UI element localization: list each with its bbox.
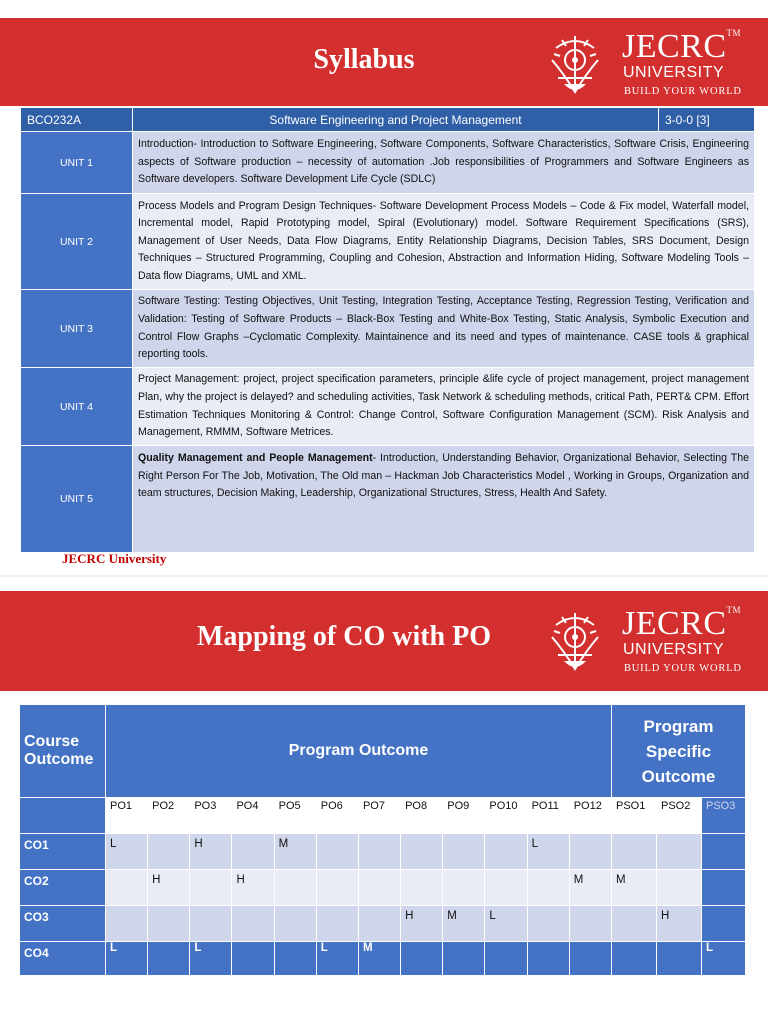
mapping-cell: H xyxy=(657,906,702,942)
course-outcome-header: Course Outcome xyxy=(20,705,106,798)
mapping-cell xyxy=(358,906,400,942)
mapping-cell xyxy=(657,834,702,870)
logo-tagline: BUILD YOUR WORLD xyxy=(624,86,742,97)
mapping-slide xyxy=(0,577,768,1024)
mapping-cell xyxy=(401,834,443,870)
unit-label: UNIT 5 xyxy=(21,446,133,553)
group-header-row xyxy=(20,705,746,798)
mapping-cell xyxy=(702,870,746,906)
mapping-cell: H xyxy=(148,870,190,906)
program-outcome-header: Program Outcome xyxy=(106,705,612,798)
column-header: PO7 xyxy=(358,798,400,834)
mapping-cell xyxy=(316,834,358,870)
university-crest-icon xyxy=(544,607,606,675)
mapping-cell: M xyxy=(569,870,611,906)
course-name: Software Engineering and Project Management xyxy=(133,108,659,132)
logo-subtitle: UNIVERSITY xyxy=(623,64,725,81)
mapping-cell: L xyxy=(316,942,358,976)
logo-name: JECRC xyxy=(622,605,727,642)
mapping-cell xyxy=(190,906,232,942)
mapping-cell: M xyxy=(612,870,657,906)
university-crest-icon xyxy=(544,30,606,98)
mapping-cell xyxy=(232,834,274,870)
mapping-cell: L xyxy=(106,834,148,870)
co-row xyxy=(20,906,746,942)
mapping-cell xyxy=(316,870,358,906)
mapping-cell: L xyxy=(190,942,232,976)
co-row xyxy=(20,942,746,976)
unit-description: Process Models and Program Design Techniques- Software Development Process Models – Code & Fix model, Waterfall model, Incremental model, Rapid Prototyping model, Spiral (Evolutionary) model. Software Requirement Specifications (SRS), Management of User Needs, Data Flow Diagrams, Entity Relationship Diagrams, Decision Tables, SRS Document, Design Techniques – Structured Programming, Coupling and Cohesion, Abstraction and Information Hiding, Software Modeling Tools –Data flow Diagrams, UML and XML. xyxy=(133,194,755,290)
unit-bold-heading: Quality Management and People Management xyxy=(138,452,373,464)
logo-tagline: BUILD YOUR WORLD xyxy=(624,663,742,674)
logo-trademark: TM xyxy=(726,28,742,38)
mapping-cell: L xyxy=(485,906,527,942)
course-header-row xyxy=(21,108,755,132)
mapping-cell: H xyxy=(401,906,443,942)
mapping-cell xyxy=(702,906,746,942)
slide-title: Syllabus xyxy=(313,44,415,75)
syllabus-table xyxy=(20,107,755,553)
jecrc-logo xyxy=(544,28,764,104)
mapping-cell xyxy=(612,834,657,870)
unit-row xyxy=(21,446,755,553)
mapping-cell: H xyxy=(190,834,232,870)
mapping-cell xyxy=(569,834,611,870)
course-outcome-label: CO3 xyxy=(20,906,106,942)
column-header: PO8 xyxy=(401,798,443,834)
mapping-cell xyxy=(657,870,702,906)
mapping-cell xyxy=(190,870,232,906)
logo-trademark: TM xyxy=(726,605,742,615)
co-row xyxy=(20,834,746,870)
course-outcome-label: CO1 xyxy=(20,834,106,870)
logo-name: JECRC xyxy=(622,28,727,65)
mapping-cell xyxy=(316,906,358,942)
mapping-cell xyxy=(485,870,527,906)
mapping-cell xyxy=(232,906,274,942)
mapping-cell xyxy=(148,834,190,870)
mapping-cell xyxy=(401,942,443,976)
unit-label: UNIT 2 xyxy=(21,194,133,290)
unit-row xyxy=(21,290,755,368)
column-header: PO11 xyxy=(527,798,569,834)
mapping-cell xyxy=(106,870,148,906)
column-header: PO2 xyxy=(148,798,190,834)
pso-header-line: Outcome xyxy=(641,766,716,786)
mapping-cell: M xyxy=(274,834,316,870)
column-header: PSO3 xyxy=(702,798,746,834)
mapping-cell xyxy=(527,906,569,942)
course-outcome-label: CO2 xyxy=(20,870,106,906)
column-header: PO4 xyxy=(232,798,274,834)
course-outcome-label: CO4 xyxy=(20,942,106,976)
mapping-cell xyxy=(443,942,485,976)
unit-row xyxy=(21,132,755,194)
column-header: PO1 xyxy=(106,798,148,834)
mapping-cell xyxy=(569,906,611,942)
mapping-cell xyxy=(569,942,611,976)
column-header: PO10 xyxy=(485,798,527,834)
mapping-cell xyxy=(148,942,190,976)
course-code: BCO232A xyxy=(21,108,133,132)
mapping-cell: M xyxy=(443,906,485,942)
mapping-cell xyxy=(612,942,657,976)
corner-cell xyxy=(20,798,106,834)
column-header: PO3 xyxy=(190,798,232,834)
column-header: PO9 xyxy=(443,798,485,834)
mapping-cell xyxy=(232,942,274,976)
mapping-cell xyxy=(401,870,443,906)
course-credits: 3-0-0 [3] xyxy=(659,108,755,132)
mapping-cell xyxy=(485,942,527,976)
unit-description: Introduction- Introduction to Software Engineering, Software Components, Software Characteristics, Software Crisis, Engineering aspects of Software production – necessity of automation .Job responsibilities of Programmers and Software Engineers as Software developers. Software Development Life Cycle (SDLC) xyxy=(133,132,755,194)
mapping-cell xyxy=(527,942,569,976)
column-header: PO6 xyxy=(316,798,358,834)
unit-description: Software Testing: Testing Objectives, Unit Testing, Integration Testing, Acceptance Testing, Regression Testing, Verification and Validation: Testing of Software Products – Black-Box Testing and White-Box Testing, Static Analysis, Symbolic Execution and Control Flow Graphs –Cyclomatic Complexity. Maintainence and its need and types of maintenance. CASE tools & graphical reporting tools. xyxy=(133,290,755,368)
mapping-cell xyxy=(274,942,316,976)
mapping-cell: L xyxy=(527,834,569,870)
slide-title: Mapping of CO with PO xyxy=(196,621,492,652)
program-specific-outcome-header xyxy=(612,705,746,798)
unit-label: UNIT 1 xyxy=(21,132,133,194)
column-header: PSO1 xyxy=(612,798,657,834)
mapping-cell xyxy=(657,942,702,976)
mapping-cell xyxy=(485,834,527,870)
mapping-cell: M xyxy=(358,942,400,976)
mapping-cell xyxy=(443,834,485,870)
mapping-cell xyxy=(702,834,746,870)
footer-university-name: JECRC University xyxy=(62,551,167,566)
unit-description: Project Management: project, project specification parameters, principle &life cycle of project management, project management Plan, why the project is delayed? and scheduling activities, Task Network & scheduling methods, critical Path, PERT& CPM. Effort Estimation Techniques Monitoring & Control: Change Control, Software Configuration Management (SCM). Risk Analysis and Management, RMMM, Software Metrices. xyxy=(133,368,755,446)
pso-header-line: Program xyxy=(643,716,714,736)
unit-description: - Introduction, Understanding Behavior, Organizational Behavior, Selecting The Right Person For The Job, Motivation, The Old man – Hackman Job Characteristics Model , Working in Groups, Organization and team structures, Decision Making, Leadership, Organizational Structures, Stress, Health And Safety. xyxy=(138,452,749,500)
co-po-mapping-table xyxy=(19,704,746,976)
unit-row xyxy=(21,194,755,290)
mapping-cell xyxy=(358,834,400,870)
mapping-cell: L xyxy=(702,942,746,976)
column-header-row xyxy=(20,798,746,834)
logo-subtitle: UNIVERSITY xyxy=(623,641,725,658)
mapping-cell: H xyxy=(232,870,274,906)
mapping-cell xyxy=(612,906,657,942)
mapping-cell xyxy=(274,870,316,906)
mapping-cell xyxy=(443,870,485,906)
jecrc-logo xyxy=(544,605,764,681)
mapping-cell xyxy=(106,906,148,942)
mapping-cell xyxy=(148,906,190,942)
column-header: PO5 xyxy=(274,798,316,834)
mapping-cell xyxy=(274,906,316,942)
column-header: PSO2 xyxy=(657,798,702,834)
mapping-cell xyxy=(358,870,400,906)
unit-row xyxy=(21,368,755,446)
unit-label: UNIT 3 xyxy=(21,290,133,368)
pso-header-line: Specific xyxy=(645,741,712,761)
column-header: PO12 xyxy=(569,798,611,834)
unit-label: UNIT 4 xyxy=(21,368,133,446)
mapping-cell xyxy=(527,870,569,906)
co-row xyxy=(20,870,746,906)
mapping-cell: L xyxy=(106,942,148,976)
